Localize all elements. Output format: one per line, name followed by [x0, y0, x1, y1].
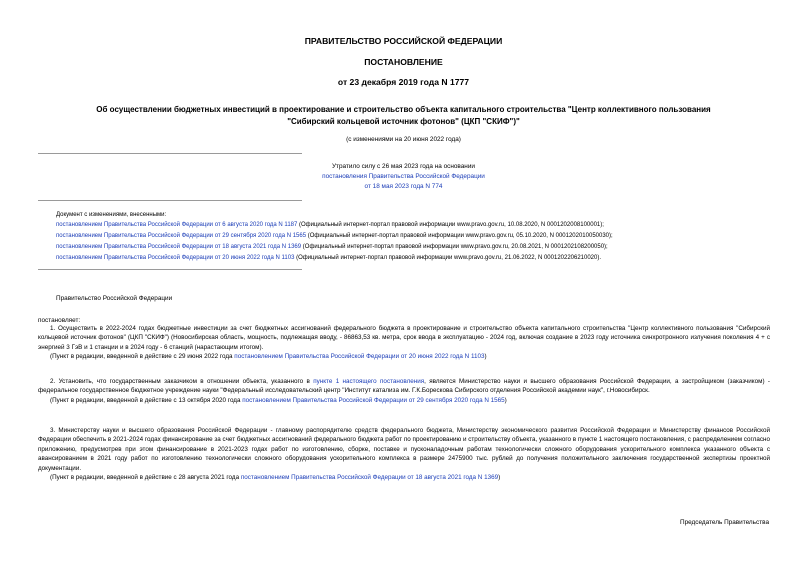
amendment-item — [56, 222, 604, 228]
amendment-link[interactable]: постановлением Правительства Российской Федерации от 20 июня 2022 года N 1103 — [56, 255, 295, 261]
document-title-line1: Об осуществлении бюджетных инвестиций в проектирование и строительство объекта капитального строительства "Центр коллективного пользования — [96, 105, 711, 114]
issuer-name: Правительство Российской Федерации — [56, 295, 173, 302]
paragraph-1-note — [38, 352, 770, 361]
paragraph-1 — [38, 324, 770, 362]
amendment-details: (Официальный интернет-портал правовой информации www.pravo.gov.ru, 20.08.2021, N 0001202108200050); — [301, 244, 608, 250]
paragraph-2 — [38, 377, 770, 405]
note-text-end: ) — [498, 474, 501, 482]
p2-link[interactable]: пункте 1 настоящего постановления — [313, 378, 425, 385]
note-text: (Пункт в редакции, введенной в действие с 13 октября 2020 года — [50, 396, 243, 404]
divider — [38, 200, 302, 201]
paragraph-3-note — [38, 473, 770, 482]
p2-text-start: 2. Установить, что государственным заказчиком в отношении объекта, указанного в — [50, 378, 314, 385]
paragraph-3-text: 3. Министерству науки и высшего образования Российской Федерации - главному распорядителю средств федерального бюджета, Министерству экономического развития Российской Федерации и Министерству финансов Российской Федерации обеспечить в 2021-2024 годах финансирование за счет бюджетных ассигнований федерального бюджета работ по проектированию и строительству объекта, указанного в пункте 1 настоящего постановления, с распределением согласно приложению, предусмотрев при этом финансирование в 2021-2023 годах работ по изготовлению, сборке, поставке и пусконаладочным работам технологически сложного оборудования ускорительного комплекса указанного объекта с авансированием в 2021 году работ по изготовлению технологически сложного оборудования ускорительного комплекса в размере 2475900 тыс. рублей до получения положительного заключения государственной экспертизы проектной документации. — [38, 427, 770, 472]
note-text-end: ) — [484, 353, 487, 361]
expired-link-line2[interactable]: от 18 мая 2023 года N 774 — [364, 183, 443, 190]
document-type: ПОСТАНОВЛЕНИЕ — [364, 57, 443, 67]
amendment-item — [56, 255, 601, 261]
p2-text-end: , является Министерство науки и высшего образования Российской Федерации, а застройщиком (заказчиком) - федеральное государственное бюджетное учреждение науки "Федеральный исследовательский центр "Институт катализа им. Г.К.Борескова Сибирского отделения Российской академии наук", г.Новосибирск. — [38, 378, 770, 395]
amendment-item — [56, 244, 608, 250]
paragraph-2-text — [38, 377, 770, 396]
document-title-line2: "Сибирский кольцевой источник фотонов" (ЦКП "СКИФ")" — [287, 117, 520, 126]
amendment-link[interactable]: постановлением Правительства Российской Федерации от 29 сентября 2020 года N 1565 — [56, 233, 307, 239]
divider — [38, 269, 302, 270]
expired-notice: Утратило силу с 26 мая 2023 года на основании — [332, 163, 475, 170]
expired-link-line1[interactable]: постановления Правительства Российской Федерации — [322, 173, 485, 180]
document-date-number: от 23 декабря 2019 года N 1777 — [337, 77, 470, 87]
note-link[interactable]: постановлением Правительства Российской Федерации от 29 сентября 2020 года N 1565 — [242, 396, 505, 404]
amendment-details: (Официальный интернет-портал правовой информации www.pravo.gov.ru, 10.08.2020, N 0001202008100001); — [297, 222, 604, 228]
amendment-details: (Официальный интернет-портал правовой информации www.pravo.gov.ru, 21.06.2022, N 0001202206210020). — [294, 255, 602, 261]
amendments-intro: Документ с изменениями, внесенными: — [56, 212, 167, 218]
changes-note: (с изменениями на 20 июня 2022 года) — [346, 136, 461, 143]
paragraph-2-note — [38, 396, 770, 405]
amendment-link[interactable]: постановлением Правительства Российской Федерации от 6 августа 2020 года N 1187 — [56, 222, 298, 228]
amendment-link[interactable]: постановлением Правительства Российской Федерации от 18 августа 2021 года N 1369 — [56, 244, 302, 250]
paragraph-3 — [38, 426, 770, 482]
note-link[interactable]: постановлением Правительства Российской Федерации от 20 июня 2022 года N 1103 — [234, 353, 485, 361]
note-link[interactable]: постановлением Правительства Российской Федерации от 18 августа 2021 года N 1369 — [240, 474, 499, 482]
signature-line: Председатель Правительства — [680, 519, 769, 526]
note-text-end: ) — [504, 396, 507, 404]
amendment-item — [56, 233, 613, 239]
decides-label: постановляет: — [38, 317, 81, 324]
amendment-details: (Официальный интернет-портал правовой информации www.pravo.gov.ru, 05.10.2020, N 0001202010050030); — [306, 233, 613, 239]
paragraph-1-text: 1. Осуществить в 2022-2024 годах бюджетные инвестиции за счет бюджетных ассигнований федерального бюджета в проектирование и строительство объекта капитального строительства "Центр коллективного пользования "Сибирский кольцевой источник фотонов" (ЦКП "СКИФ") (Новосибирская область, мощность, подлежащая вводу, - 86863,53 кв. метра, срок ввода в эксплуатацию - 2024 год, включая создание в 2023 году источника синхротронного излучения поколения 4 + с энергией 3 ГэВ и 1 станции и в 2024 году - 6 станций (нарастающим итогом). — [38, 325, 770, 351]
divider — [38, 153, 302, 154]
note-text: (Пункт в редакции, введенной в действие с 29 июня 2022 года — [50, 353, 235, 361]
government-heading: ПРАВИТЕЛЬСТВО РОССИЙСКОЙ ФЕДЕРАЦИИ — [304, 36, 503, 46]
note-text: (Пункт в редакции, введенной в действие с 28 августа 2021 года — [50, 474, 241, 482]
